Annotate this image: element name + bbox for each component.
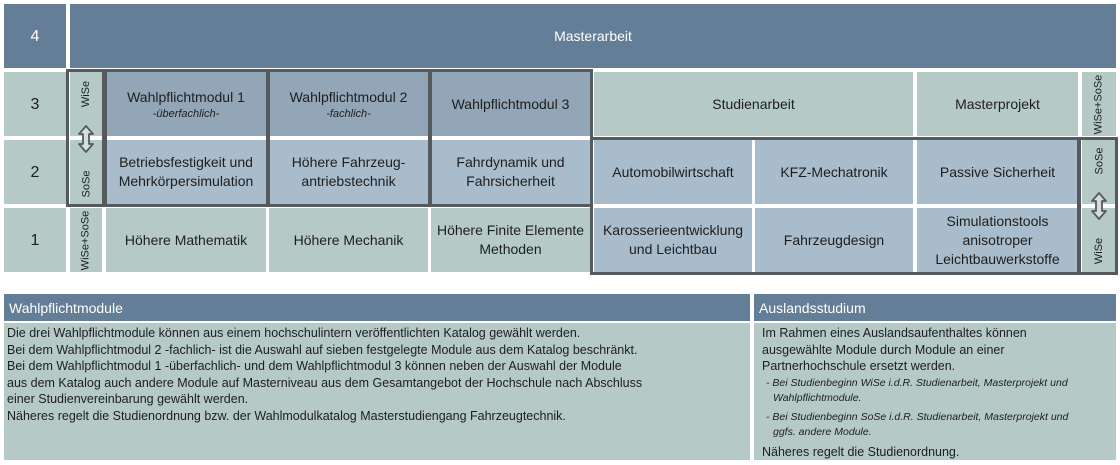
module-hoehere-mechanik[interactable]: Höhere Mechanik <box>269 208 428 272</box>
season-sose-label: SoSe <box>79 170 92 198</box>
module-fahrdynamik[interactable]: Fahrdynamik und Fahrsicherheit <box>431 140 590 204</box>
studienarbeit-cell[interactable]: Studienarbeit <box>594 72 913 136</box>
semester-number-1: 1 <box>4 208 66 272</box>
wahlpflicht-line: Näheres regelt die Studienordnung bzw. der Wahlmodulkatalog Masterstudiengang Fahrzeugtechnik. <box>7 408 566 423</box>
semester-number-4: 4 <box>4 4 66 68</box>
swap-arrow-icon <box>78 125 94 153</box>
semester-number-3: 3 <box>4 72 66 136</box>
wahlpflichtmodul-2-title: Wahlpflichtmodul 2 <box>289 88 408 105</box>
wahlpflicht-line: Bei dem Wahlpflichtmodul 2 -fachlich- ist die Auswahl auf sieben festgelegte Module aus dem Katalog beschränkt. <box>7 342 638 357</box>
wahlpflichtmodule-body <box>4 323 750 460</box>
ausland-note-sose: - Bei Studienbeginn SoSe i.d.R. Studienarbeit, Masterprojekt und ggfs. andere Module. <box>766 410 1069 438</box>
ausland-line: Partnerhochschule ersetzt werden. <box>762 359 956 373</box>
ausland-note-wise: - Bei Studienbeginn WiSe i.d.R. Studienarbeit, Masterprojekt und Wahlpflichtmodule. <box>766 376 1068 404</box>
wahlpflicht-line: einer Studienvereinbarung gewählt werden. <box>7 392 249 406</box>
module-passive-sicherheit[interactable]: Passive Sicherheit <box>917 140 1078 204</box>
season-wise-label-right: WiSe <box>1093 237 1105 265</box>
module-fahrzeugdesign[interactable]: Fahrzeugdesign <box>755 208 913 272</box>
ausland-line: Im Rahmen eines Auslandsaufenthaltes können <box>762 326 1027 340</box>
season-wise-label: WiSe <box>80 80 92 108</box>
wahlpflichtmodul-2-subtitle: -fachlich- <box>326 107 371 120</box>
module-simulationstools[interactable]: Simulationstools anisotroper Leichtbauwerkstoffe <box>917 208 1078 272</box>
wahlpflichtmodule-heading: Wahlpflichtmodule <box>4 294 750 321</box>
auslandsstudium-body <box>754 323 1116 460</box>
module-karosserieentwicklung[interactable]: Karosserieentwicklung und Leichtbau <box>594 208 752 272</box>
season-left-row1: WiSe+SoSe <box>70 208 102 272</box>
module-automobilwirtschaft[interactable]: Automobilwirtschaft <box>594 140 752 204</box>
auslandsstudium-heading: Auslandsstudium <box>754 294 1116 321</box>
season-sose-label-right: SoSe <box>1092 147 1105 175</box>
module-kfz-mechatronik[interactable]: KFZ-Mechatronik <box>755 140 913 204</box>
wahlpflichtmodule-panel <box>4 294 750 460</box>
wahlpflichtmodul-1-cell[interactable] <box>106 72 266 136</box>
season-swap-left <box>70 76 102 202</box>
module-fahrzeugantriebstechnik[interactable]: Höhere Fahrzeug-antriebstechnik <box>269 140 428 204</box>
season-swap-right <box>1082 142 1116 270</box>
swap-arrow-icon <box>1091 192 1107 220</box>
wahlpflichtmodul-1-subtitle: -überfachlich- <box>152 107 220 120</box>
wahlpflicht-line: Bei dem Wahlpflichtmodul 1 -überfachlich- und dem Wahlpflichtmodul 3 können neben der Auswahl der Module <box>7 359 622 373</box>
ausland-footer: Näheres regelt die Studienordnung. <box>762 444 960 459</box>
semester-number-2: 2 <box>4 140 66 204</box>
wahlpflichtmodul-2-cell[interactable] <box>269 72 428 136</box>
wahlpflicht-line: Die drei Wahlpflichtmodule können aus einem hochschulintern veröffentlichten Katalog gewählt werden. <box>7 326 581 340</box>
masterarbeit-cell[interactable]: Masterarbeit <box>70 4 1116 68</box>
wahlpflicht-line: aus dem Katalog auch andere Module auf Masterniveau aus dem Gesamtangebot der Hochschule nach Abschluss <box>7 375 643 390</box>
module-betriebsfestigkeit[interactable]: Betriebsfestigkeit und Mehrkörpersimulation <box>106 140 266 204</box>
wahlpflichtmodul-1-title: Wahlpflichtmodul 1 <box>127 88 245 105</box>
auslandsstudium-panel <box>754 294 1116 460</box>
season-right-row3: WiSe+SoSe <box>1082 72 1116 136</box>
module-hoehere-fem[interactable]: Höhere Finite Elemente Methoden <box>431 208 590 272</box>
module-hoehere-mathematik[interactable]: Höhere Mathematik <box>106 208 266 272</box>
wahlpflichtmodul-3-cell[interactable]: Wahlpflichtmodul 3 <box>431 72 590 136</box>
masterprojekt-cell[interactable]: Masterprojekt <box>917 72 1078 136</box>
ausland-line: ausgewählte Module durch Module an einer <box>762 342 1005 357</box>
